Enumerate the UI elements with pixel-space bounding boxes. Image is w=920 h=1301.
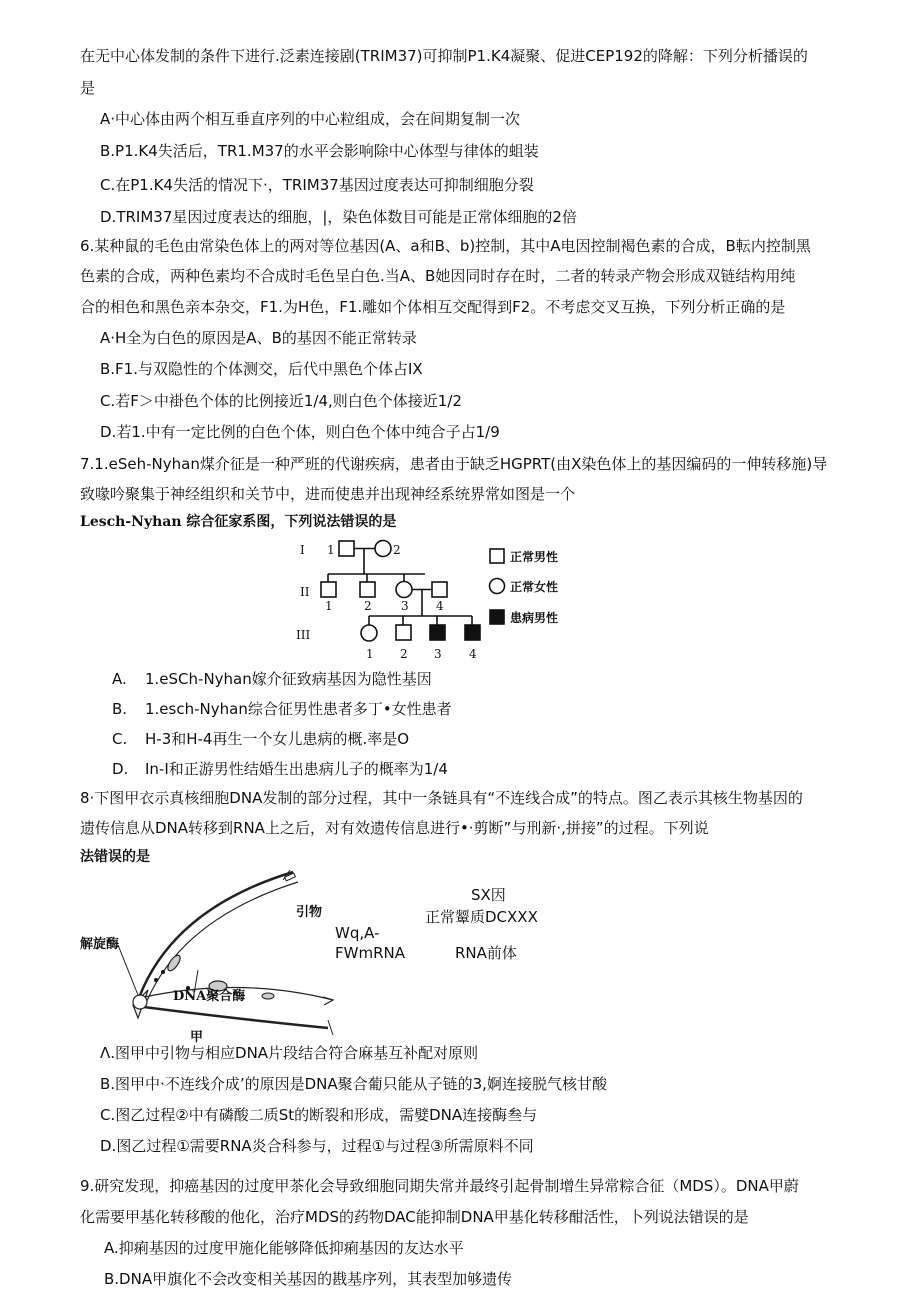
pedigree-iii4-affected-male: [465, 625, 480, 640]
pedigree-gen-label: III: [296, 628, 311, 642]
fig-b-wq-label: Wq,A-: [335, 924, 380, 942]
pedigree-num: 1: [366, 647, 374, 661]
legend-normal-male-icon: [490, 549, 504, 563]
q8-option-c: C.图乙过程②中有磷酸二质St的断裂和形成，需嬖DNA连接酶叁与: [100, 1106, 538, 1124]
q8-stem-line-2: 遗传信息从DNA转移到RNA上之后，对有效遗传信息进行•·剪断”与刑新·,拼接”的过程。下列说: [80, 819, 709, 837]
pedigree-num: 4: [436, 599, 444, 613]
q5-option-c: C.在P1.K4失活的情况下·，TRIM37基因过度表达可抑制细胞分裂: [100, 176, 534, 194]
q9-stem-line-2: 化需要甲基化转移酸的他化，治疗MDS的药物DAC能抑制DNA甲基化转移酣活性，卜列说法错误的是: [80, 1208, 749, 1226]
q5-option-b: B.P1.K4失活后，TR1.M37的水平会影响除中心体型与律体的蛆装: [100, 142, 539, 160]
q6-stem-line-3: 合的相色和黑色亲本杂交，F1.为H色，F1.雕如个体相互交配得到F2。不考虑交叉互换，下列分析正确的是: [80, 298, 786, 316]
pedigree-num: 2: [400, 647, 408, 661]
q9-option-a: A.抑痢基因的过度甲施化能够降低抑痢基因的友达水平: [104, 1239, 464, 1257]
legend-affected-male-icon: [490, 610, 504, 624]
q7-option-d: In-I和正游男性结婚生出患病儿子的概率为1/4: [145, 760, 448, 778]
q7-option-b-letter: B.: [112, 700, 128, 718]
fig-b-sx-label: SX因: [471, 886, 506, 904]
pedigree-num: 1: [327, 543, 335, 557]
q5-stem-line-2: 是: [80, 79, 96, 97]
pedigree-num: 1: [325, 599, 333, 613]
legend-label: 正常女性: [510, 580, 559, 594]
pedigree-num: 4: [469, 647, 477, 661]
q7-image-caption: Lesch-Nyhan 综合征家系图，下列说法错误的是: [80, 514, 397, 530]
q8-option-d: D.图乙过程①需要RNA炎合科参与，过程①与过程③所需原料不同: [100, 1137, 534, 1155]
pedigree-num: 3: [401, 599, 409, 613]
q5-stem-line-1: 在无中心体发制的条件下进行.泛素连接剧(TRIM37)可抑制P1.K4凝聚、促进CEP192的降解：下列分析播误的: [80, 47, 808, 65]
q7-option-c-letter: C.: [112, 730, 128, 748]
q5-option-a: A·中心体由两个相互垂直序列的中心粒组成，会在间期复制一次: [100, 110, 521, 128]
pedigree-num: 3: [434, 647, 442, 661]
q6-stem-line-1: 6.某种鼠的毛色由常染色体上的两对等位基因(A、a和B、b)控制，其中A电因控制褐色素的合成，B転内控制黑: [80, 237, 811, 255]
fig-b-mrna-label: FWmRNA: [335, 944, 405, 962]
q8-stem-line-1: 8·下图甲衣示真核细胞DNA发制的部分过程，其中一条链具有“不连线合成”的特点。图乙表示其核生物基因的: [80, 789, 803, 807]
q6-option-c: C.若F＞中褂色个体的比例接近1/4,则白色个体接近1/2: [100, 392, 462, 410]
pedigree-iii2-male: [396, 625, 411, 640]
q7-option-a-letter: A.: [112, 670, 127, 688]
figure-a-caption: 甲: [190, 1030, 204, 1045]
q7-stem-line-2: 致喙吟聚集于神经组织和关节中，进而使患并出现神经系统界常如图是一个: [80, 485, 576, 503]
q5-option-d: D.TRIM37星因过度表达的细胞，|，染色体数目可能是正常体细胞的2倍: [100, 208, 577, 226]
q7-option-a: 1.eSCh-Nyhan嫁介征致病基因为隐性基因: [145, 670, 432, 688]
q6-stem-line-2: 色素的合成，两种色素均不合成时毛色呈白色.当A、B她因同时存在时，二者的转录产物会形成双链结构用纯: [80, 267, 796, 285]
q7-stem-line-1: 7.1.eSeh-Nyhan煤介征是一种严班的代谢疾病，患者由于缺乏HGPRT(由X染色体上的基因编码的一伸转移施)导: [80, 455, 828, 473]
pedigree-ii3-female: [396, 582, 412, 598]
q9-stem-line-1: 9.研究发现，抑癌基因的过度甲茶化会导致细胞同期失常并最终引起骨制增生异常粽合征（MDS）。DNA甲蔚: [80, 1177, 799, 1195]
pedigree-num: 2: [393, 543, 401, 557]
q8-option-a: Λ.图甲中引物与相应DNA片段结合符合麻基互补配对原则: [100, 1044, 479, 1062]
q8-option-b: B.图甲中·不连线介成’的原因是DNA聚合葡只能从子链的3,婀连接脱气核甘酸: [100, 1075, 607, 1093]
fig-b-normal-label: 正常颦质DCXXX: [425, 908, 538, 926]
pedigree-ii1-male: [321, 582, 336, 597]
pedigree-chart: [280, 530, 580, 670]
q9-option-b: B.DNA甲旗化不会改变相关基因的戡基序列，其表型加够遗传: [104, 1270, 513, 1288]
q8-image-caption: 法错误的是: [80, 849, 150, 865]
legend-label: 患病男性: [510, 611, 559, 625]
helicase-label: 解旋酶: [80, 937, 120, 952]
pedigree-num: 2: [364, 599, 372, 613]
dna-polymerase-label: DNA聚合酶: [173, 989, 246, 1004]
pedigree-iii3-affected-male: [430, 625, 445, 640]
pedigree-ii4-male: [432, 582, 447, 597]
primer-label: 引物: [296, 905, 323, 920]
pedigree-i1-male: [339, 541, 354, 556]
q6-option-d: D.若1.中有一定比例的白色个体，则白色个体中纯合子占1/9: [100, 423, 500, 441]
dna-replication-diagram: [78, 860, 368, 1045]
pedigree-i2-female: [375, 541, 391, 557]
fig-b-rna-precursor-label: RNA前体: [455, 944, 517, 962]
q7-option-b: 1.esch-Nyhan综合征男性患者多丁•女性患者: [145, 700, 452, 718]
q6-option-b: B.F1.与双隐性的个体测交，后代中黑色个体占IX: [100, 360, 423, 378]
pedigree-ii2-male: [360, 582, 375, 597]
q7-option-d-letter: D.: [112, 760, 129, 778]
q7-option-c: H-3和H-4再生一个女儿患病的概.率是O: [145, 730, 410, 748]
legend-label: 正常男性: [510, 550, 559, 564]
legend-normal-female-icon: [490, 579, 505, 594]
pedigree-iii1-female: [361, 625, 377, 641]
pedigree-gen-label: II: [300, 585, 310, 599]
q6-option-a: A·H全为白色的原因是A、B的基因不能正常转录: [100, 329, 417, 347]
pedigree-gen-label: I: [300, 543, 305, 557]
